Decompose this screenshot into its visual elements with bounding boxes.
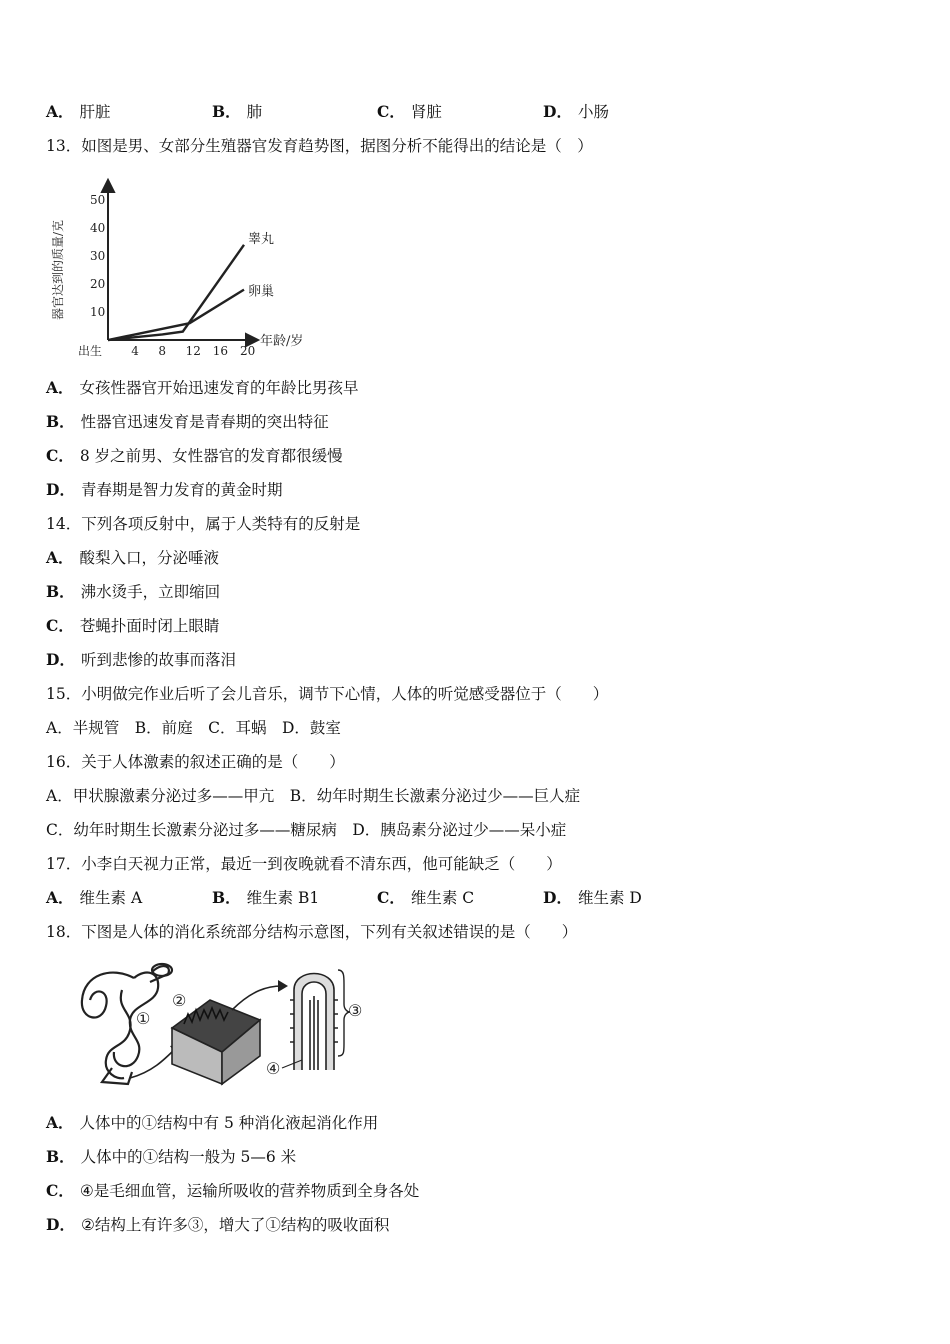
label-3: ③ xyxy=(348,1001,362,1020)
q13-option-a: A． 女孩性器官开始迅速发育的年龄比男孩早 xyxy=(46,378,359,397)
y-tick-label: 30 xyxy=(90,249,106,263)
y-tick-label: 20 xyxy=(90,277,106,291)
q13-stem: 13．如图是男、女部分生殖器官发育趋势图，据图分析不能得出的结论是（ ） xyxy=(46,137,593,155)
y-axis-arrow xyxy=(102,180,114,192)
label-1: ① xyxy=(136,1009,151,1028)
x-tick-label: 12 xyxy=(185,344,201,358)
q12-option-a: A． 肝脏 xyxy=(46,102,111,121)
x-tick-label: 16 xyxy=(212,344,229,358)
q13-option-d: D． 青春期是智力发育的黄金时期 xyxy=(46,480,283,499)
q15-stem: 15．小明做完作业后听了会儿音乐，调节下心情，人体的听觉感受器位于（ ） xyxy=(46,685,609,703)
y-tick-label: 40 xyxy=(90,221,106,235)
q14-stem: 14．下列各项反射中，属于人类特有的反射是 xyxy=(46,515,361,533)
q12-option-d: D． 小肠 xyxy=(543,102,609,121)
q18-option-d: D． ②结构上有许多③，增大了①结构的吸收面积 xyxy=(46,1215,390,1234)
q18-option-a: A． 人体中的①结构中有 5 种消化液起消化作用 xyxy=(46,1113,379,1132)
q18-option-c: C． ④是毛细血管，运输所吸收的营养物质到全身各处 xyxy=(46,1181,420,1200)
q18-option-b: B． 人体中的①结构一般为 5—6 米 xyxy=(46,1147,297,1166)
small-intestine-drawing xyxy=(82,964,172,1084)
x-tick-label: 出生 xyxy=(78,344,103,358)
arrow-to-villus-icon xyxy=(232,986,282,1010)
q14-option-d: D． 听到悲惨的故事而落泪 xyxy=(46,650,236,669)
q14-option-c: C． 苍蝇扑面时闭上眼睛 xyxy=(46,616,220,635)
q12-option-b: B． 肺 xyxy=(212,102,263,121)
x-tick-label: 20 xyxy=(240,344,256,358)
villus-drawing xyxy=(290,974,338,1071)
x-tick-label: 4 xyxy=(131,344,139,358)
x-tick-label: 8 xyxy=(158,344,167,358)
q16-options-line2: C．幼年时期生长激素分泌过多——糖尿病 D．胰岛素分泌过少——呆小症 xyxy=(46,821,567,839)
q14-option-b: B． 沸水烫手，立即缩回 xyxy=(46,582,221,601)
y-tick-label: 10 xyxy=(90,305,106,319)
q14-option-a: A． 酸梨入口，分泌唾液 xyxy=(46,548,220,567)
q13-growth-chart xyxy=(44,174,324,364)
series-label: 睾丸 xyxy=(248,231,275,247)
q15-options: A．半规管 B．前庭 C．耳蜗 D．鼓室 xyxy=(46,719,341,737)
chart-xlabel: 年龄/岁 xyxy=(260,334,304,349)
intestinal-wall-block xyxy=(172,1000,260,1084)
label-2: ② xyxy=(172,991,187,1010)
y-tick-label: 50 xyxy=(90,193,106,207)
q12-option-c: C． 肾脏 xyxy=(377,102,442,121)
q17-option-c: C． 维生素 C xyxy=(377,888,475,907)
q17-option-d: D． 维生素 D xyxy=(543,888,642,907)
chart-ylabel: 器官达到的质量/克 xyxy=(51,219,65,321)
chart-axes xyxy=(102,180,258,346)
q13-option-b: B． 性器官迅速发育是青春期的突出特征 xyxy=(46,412,329,431)
q18-digestive-figure xyxy=(72,960,362,1090)
q17-option-a: A． 维生素 A xyxy=(46,888,143,907)
q18-stem: 18．下图是人体的消化系统部分结构示意图，下列有关叙述错误的是（ ） xyxy=(46,923,578,941)
label-4: ④ xyxy=(266,1059,281,1078)
q17-option-b: B． 维生素 B1 xyxy=(212,888,320,907)
q16-stem: 16．关于人体激素的叙述正确的是（ ） xyxy=(46,753,345,771)
arrow-to-mucosa-icon xyxy=(130,1048,176,1078)
q16-options-line1: A．甲状腺激素分泌过多——甲亢 B．幼年时期生长激素分泌过少——巨人症 xyxy=(46,787,581,805)
series-label: 卵巢 xyxy=(248,284,275,300)
q17-stem: 17．小李白天视力正常，最近一到夜晚就看不清东西，他可能缺乏（ ） xyxy=(46,855,562,873)
q13-option-c: C． 8 岁之前男、女性器官的发育都很缓慢 xyxy=(46,446,343,465)
